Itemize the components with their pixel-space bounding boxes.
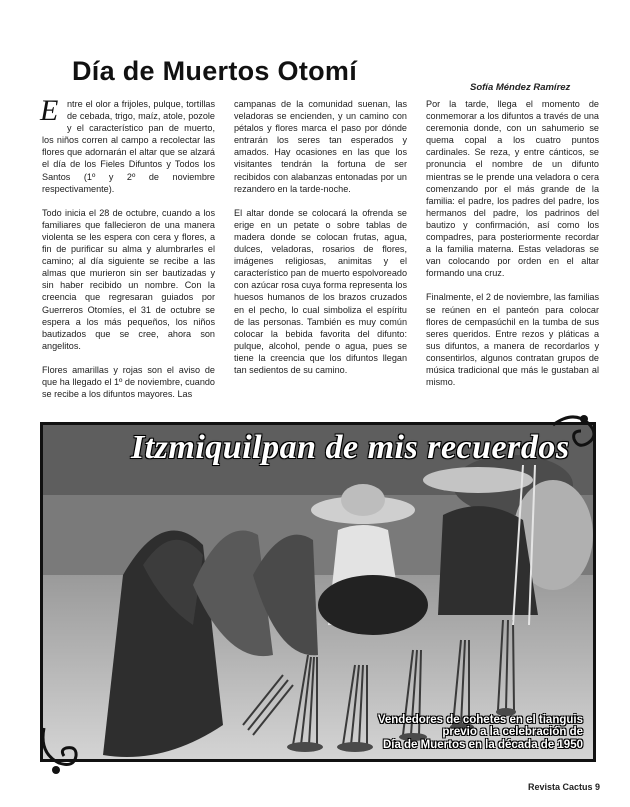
paragraph: campanas de la comunidad suenan, las veladoras se encienden, y un camino con pétalos y flores marca el paso por dónde entrarán los seres tan esperados y amados. Hay ocasiones en las que los visitantes tendrán la fortuna de ser recibidos con alabanzas entonadas por un rezandero en la tarde-noche. <box>234 99 407 194</box>
photo-caption <box>343 714 583 752</box>
caption-line: Vendedores de cohetes en el tianguis <box>377 713 583 726</box>
text-column-2 <box>234 98 407 388</box>
author-byline: Sofía Méndez Ramírez <box>470 82 571 93</box>
market-scene-illustration <box>43 425 596 762</box>
text-column-3 <box>426 98 599 400</box>
paragraph <box>40 94 215 195</box>
article-title: Día de Muertos Otomí <box>72 56 358 86</box>
caption-line: previo a la celebración de <box>442 726 583 738</box>
paragraph: Todo inicia el 28 de octubre, cuando a los familiares que fallecieron de una manera violenta se les espera con cera y flores, a fin de purificar su alma y alumbrarles el camino; al día siguiente se recibe a las almas que murieron sin ser bautizadas y sin haber recibido un nombre. Con la creencia que regresaran guiados por Guerreros Otomíes, el 31 de octubre se espera a los más pequeños, los niños bautizados que se cree, ahora son angelitos. <box>42 207 215 351</box>
scroll-ornament-icon <box>34 718 94 778</box>
photo-banner-title: Itzmiquilpan de mis recuerdos <box>131 429 570 466</box>
paragraph: Flores amarillas y rojas son el aviso de que ha llegado el 1º de noviembre, cuando se recibe a los difuntos mayores. Las <box>42 364 215 400</box>
paragraph: Por la tarde, llega el momento de conmemorar a los difuntos a través de una ceremonia donde, con un sahumerio se quema copal a los cuatro puntos cardinales. Se reza, y entre cánticos, se pronuncia el nombre de un difunto mientras se le prende una veladora o cera comenzando por el más grande de la familia: el padre, los padres del padre, los hermanos del padre, los padrinos del bautizo y confirmación, así como los compadres, para posteriormente recordar a la familia materna. Estas veladoras se van colocando por orden en el altar formando una cruz. <box>426 99 599 279</box>
scroll-ornament-icon <box>548 405 608 455</box>
paragraph-text: ntre el olor a frijoles, pulque, tortillas de cebada, trigo, maíz, atole, pozole y el característico pan de muerto, los niños corren al campo a recolectar las flores que adornarán el altar que se alzará el día de los Fieles Difuntos y Todos los Santos (1º y 2º de noviembre respectivamente). <box>42 99 215 194</box>
text-column-1 <box>40 94 215 412</box>
page-folio: Revista Cactus 9 <box>527 782 600 792</box>
paragraph: El altar donde se colocará la ofrenda se erige en un petate o sobre tablas de madera donde se colocan frutas, agua, dulces, veladoras, rosarios de flores, imágenes religiosas, animitas y el característico pan de muerto espolvoreado con azúcar rosa cuya forma representa los huesos humanos de los brazos cruzados en el pecho, lo cual simboliza el espíritu de las personas. También es muy común colocar la bebida favorita del difunto: pulque, alcohol, pende o agua, pues se tiene la creencia que los difuntos llegan tan sedientos de su camino. <box>234 207 407 375</box>
caption-line: Día de Muertos en la década de 1950 <box>382 738 583 751</box>
drop-cap: E <box>40 94 59 127</box>
historical-photo <box>40 422 596 762</box>
paragraph: Finalmente, el 2 de noviembre, las familias se reúnen en el panteón para colocar flores de cempasúchil en la tumba de sus seres queridos. Entre rezos y pláticas a sus difuntos, a manera de recordarlos y consentirlos, algunos contratan grupos de música tradicional que más le gustaban al mismo. <box>426 292 599 388</box>
